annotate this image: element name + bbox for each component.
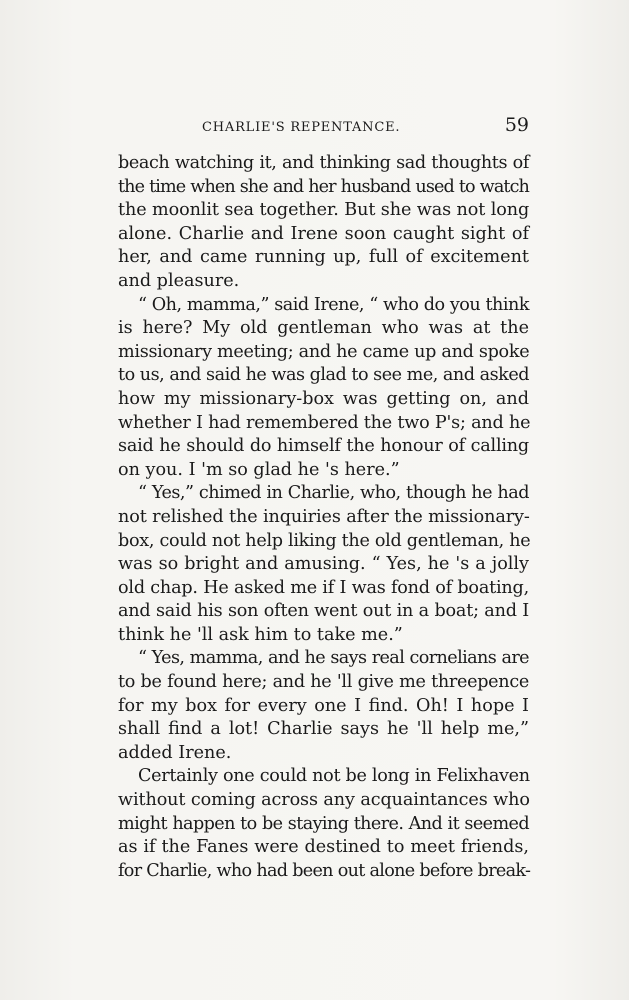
text-line: the time when she and her husband used to watch xyxy=(118,176,529,197)
text-line: alone. Charlie and Irene soon caught sight of xyxy=(118,223,529,244)
text-line: box, could not help liking the old gentleman, he xyxy=(118,530,531,551)
text-line: beach watching it, and thinking sad thoughts of xyxy=(118,153,529,173)
text-line: “ Oh, mamma,” said Irene, “ who do you think xyxy=(138,294,529,315)
paragraph xyxy=(118,152,529,294)
text-line: how my missionary-box was getting on, and xyxy=(118,388,529,409)
text-line: shall find a lot! Charlie says he 'll help me,” xyxy=(118,719,529,740)
text-line: was so bright and amusing. “ Yes, he 's a jolly xyxy=(118,554,529,575)
text-line: said he should do himself the honour of calling xyxy=(118,436,529,457)
text-line: think he 'll ask him to take me.” xyxy=(118,624,403,645)
paragraph xyxy=(118,765,529,883)
text-line: for Charlie, who had been out alone before break- xyxy=(118,860,531,881)
text-line: old chap. He asked me if I was fond of boating, xyxy=(118,577,529,598)
text-line: the moonlit sea together. But she was not long xyxy=(118,200,530,221)
text-line: on you. I 'm so glad he 's here.” xyxy=(118,459,400,480)
text-line: whether I had remembered the two P's; and he xyxy=(118,412,531,433)
text-line: to us, and said he was glad to see me, and asked xyxy=(118,365,529,386)
paragraph xyxy=(118,647,529,765)
text-line: without coming across any acquaintances who xyxy=(118,790,530,811)
text-line: is here? My old gentleman who was at the xyxy=(118,318,529,339)
text-line: “ Yes,” chimed in Charlie, who, though he had xyxy=(138,483,529,504)
running-title: CHARLIE'S REPENTANCE. xyxy=(202,120,401,135)
paragraph xyxy=(118,482,529,647)
paragraph xyxy=(118,294,529,483)
text-line: her, and came running up, full of excitement xyxy=(118,247,529,268)
text-line: “ Yes, mamma, and he says real cornelians are xyxy=(138,648,529,669)
page-number: 59 xyxy=(504,114,529,136)
text-line: added Irene. xyxy=(118,742,232,763)
text-line: missionary meeting; and he came up and spoke xyxy=(118,341,530,362)
text-line: for my box for every one I find. Oh! I hope I xyxy=(118,695,529,716)
body-text xyxy=(118,152,529,883)
page-header xyxy=(118,112,529,142)
text-line: not relished the inquiries after the missionary- xyxy=(118,506,530,527)
text-line: and pleasure. xyxy=(118,270,240,291)
text-line: might happen to be staying there. And it seemed xyxy=(118,813,529,834)
text-line: and said his son often went out in a boat; and I xyxy=(118,601,529,622)
text-line: Certainly one could not be long in Felixhaven xyxy=(138,766,530,787)
text-line: to be found here; and he 'll give me threepence xyxy=(118,672,529,693)
text-line: as if the Fanes were destined to meet friends, xyxy=(118,837,529,858)
